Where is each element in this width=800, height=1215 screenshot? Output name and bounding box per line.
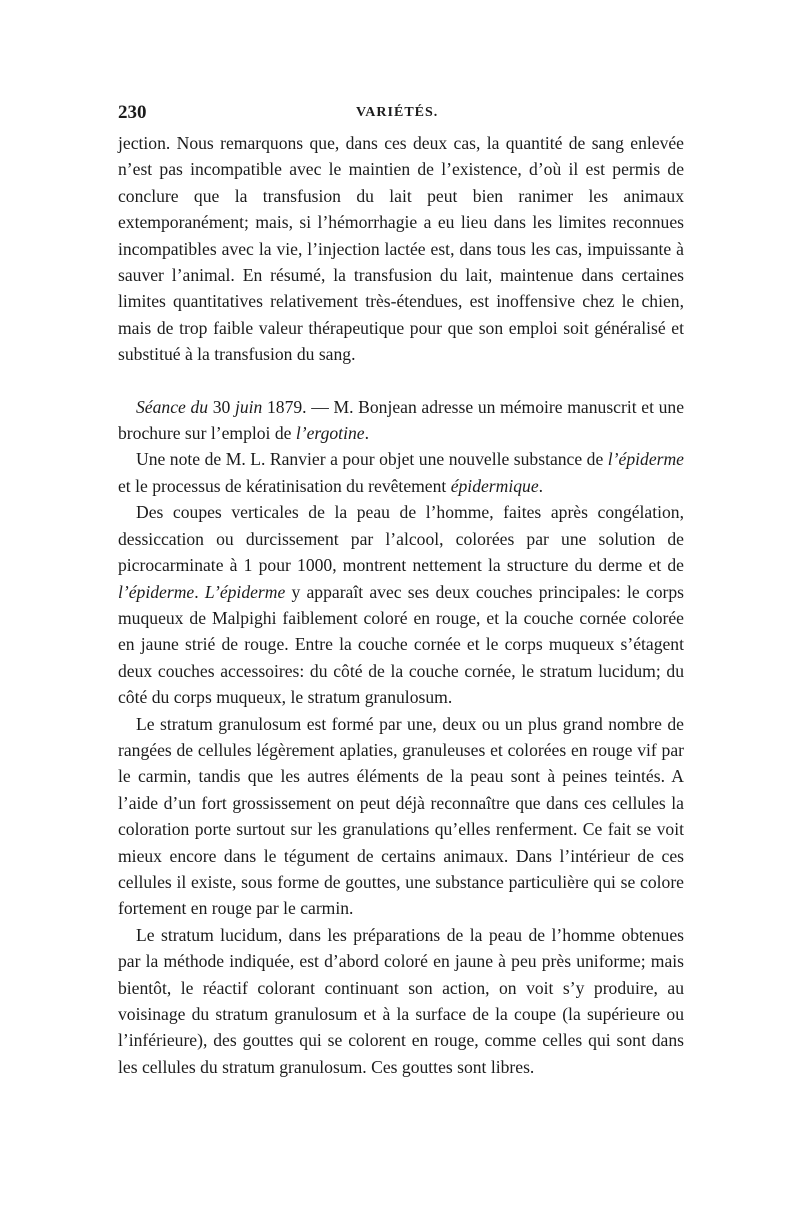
ranvier-text-2: et le processus de kératinisation du revêtement xyxy=(118,475,451,496)
paragraph-coupes xyxy=(118,499,684,710)
epiderme-term: l’épiderme xyxy=(607,449,684,470)
epidermique-term: épidermique xyxy=(450,475,539,496)
paragraph-seance xyxy=(118,394,684,447)
page-number: 230 xyxy=(118,102,147,123)
coupes-text-1: Des coupes verticales de la peau de l’homme, faites après congélation, dessiccation ou durcissement par l’alcool, colorées par une solution de picrocarminate à 1 pour 1000, montrent nettement la structure du derme et de xyxy=(118,502,684,576)
paragraph-ranvier xyxy=(118,446,684,499)
seance-label: Séance du xyxy=(136,396,213,417)
epiderme-term-3: L’épiderme xyxy=(204,581,286,602)
seance-end: . xyxy=(364,423,369,444)
epiderme-term-2: l’épiderme xyxy=(118,581,195,602)
running-head: VARIÉTÉS. xyxy=(356,105,439,120)
paragraph-1: jection. Nous remarquons que, dans ces deux cas, la quantité de sang enlevée n’est pas incompatible avec le maintien de l’existence, d’où il est permis de conclure que la transfusion du lait peut bien ranimer les animaux extemporanément; mais, si l’hémorrhagie a eu lieu dans les limites reconnues incompatibles avec la vie, l’injection lactée est, dans tous les cas, impuissante à sauver l’animal. En résumé, la transfusion du lait, maintenue dans certaines limites quantitatives relativement très-étendues, est inoffensive chez le chien, mais de trop faible valeur thérapeutique pour que son emploi soit généralisé et substitué à la transfusion du sang. xyxy=(118,133,684,365)
seance-month: juin xyxy=(234,396,263,417)
ranvier-text-1: Une note de M. L. Ranvier a pour objet une nouvelle substance de xyxy=(136,449,608,470)
coupes-text-3: y apparaît avec ses deux couches principales: le corps muqueux de Malpighi faiblement coloré en rouge, et la couche cornée colorée en jaune strié de rouge. Entre la couche cornée et le corps muqueux s’étagent deux couches accessoires: du côté de la couche cornée, le stratum lucidum; du côté du corps muqueux, le stratum granulosum. xyxy=(118,581,685,708)
coupes-text-2: . xyxy=(194,581,205,602)
paragraph-granulosum: Le stratum granulosum est formé par une, deux ou un plus grand nombre de rangées de cellules légèrement aplaties, granuleuses et colorées en rouge vif par le carmin, tandis que les autres éléments de la peau sont à peines teintés. A l’aide d’un fort grossissement on peut déjà reconnaître que dans ces cellules la coloration porte surtout sur les granulations qu’elles renferment. Ce fait se voit mieux encore dans le tégument de certains animaux. Dans l’intérieur de ces cellules il existe, sous forme de gouttes, une substance particulière qui se colore fortement en rouge par le carmin. xyxy=(118,713,684,919)
ergotine-term: l’ergotine xyxy=(295,423,365,444)
seance-day: 30 xyxy=(212,396,235,417)
body-text xyxy=(118,130,684,1080)
page-header xyxy=(118,100,684,130)
paragraph-lucidum: Le stratum lucidum, dans les préparations de la peau de l’homme obtenues par la méthode indiquée, est d’abord coloré en jaune à peu près uniforme; mais bientôt, le réactif colorant continuant son action, on voit s’y produire, au voisinage du stratum granulosum et à la surface de la coupe (la supérieure ou l’inférieure), des gouttes qui se colorent en rouge, comme celles qui sont dans les cellules du stratum granulosum. Ces gouttes sont libres. xyxy=(118,924,684,1077)
book-page xyxy=(118,100,684,1080)
ranvier-end: . xyxy=(538,475,544,496)
seance-text: 1879. — M. Bonjean adresse un mémoire manuscrit et une brochure sur l’emploi de xyxy=(118,396,684,444)
